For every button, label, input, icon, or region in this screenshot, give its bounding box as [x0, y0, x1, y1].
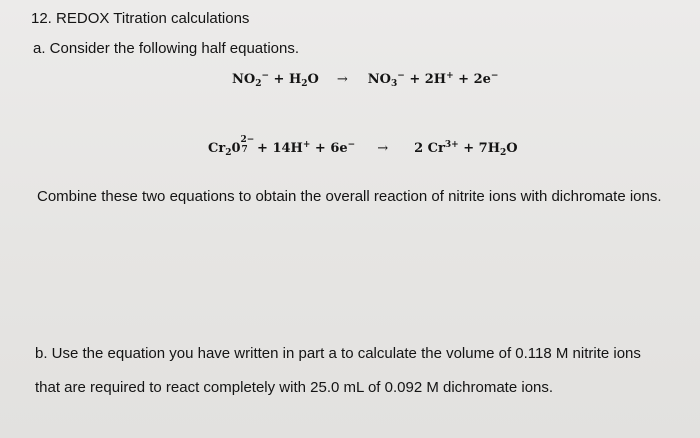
eq2-water: + $7H_2O$ — [458, 141, 518, 158]
part-b-prompt-line-1: b. Use the equation you have written in part a to calculate the volume of 0.118 M nitrite ions — [35, 345, 641, 362]
combine-instruction: Combine these two equations to obtain the overall reaction of nitrite ions with dichromate ions. — [37, 188, 662, 205]
reaction-arrow-icon: → — [336, 72, 348, 87]
half-equation-dichromate — [208, 135, 518, 158]
reaction-arrow-icon: → — [377, 141, 389, 156]
eq1-plus: + — [269, 72, 289, 87]
eq1-nitrite: $NO_2^-$ — [232, 71, 270, 89]
eq2-electrons: + 6e− — [310, 140, 356, 156]
eq2-hydrogen: + 14H+ — [252, 140, 311, 156]
part-a-prompt: a. Consider the following half equations. — [33, 40, 300, 57]
part-b-prompt-line-2: that are required to react completely with 25.0 mL of 0.092 M dichromate ions. — [35, 379, 554, 396]
eq1-nitrate: $NO_3^-$ — [367, 71, 405, 89]
eq2-chromium: 2 $Cr^{3+}$ — [414, 140, 459, 156]
question-title: 12. REDOX Titration calculations — [31, 10, 250, 27]
eq1-electrons: + 2e− — [453, 71, 499, 87]
eq1-water: $H_2O$ — [288, 72, 319, 89]
half-equation-nitrite — [232, 71, 499, 89]
eq2-dichromate: $Cr_20$ 2− 7 — [208, 135, 255, 158]
eq1-hydrogen: + 2H+ — [404, 71, 454, 87]
